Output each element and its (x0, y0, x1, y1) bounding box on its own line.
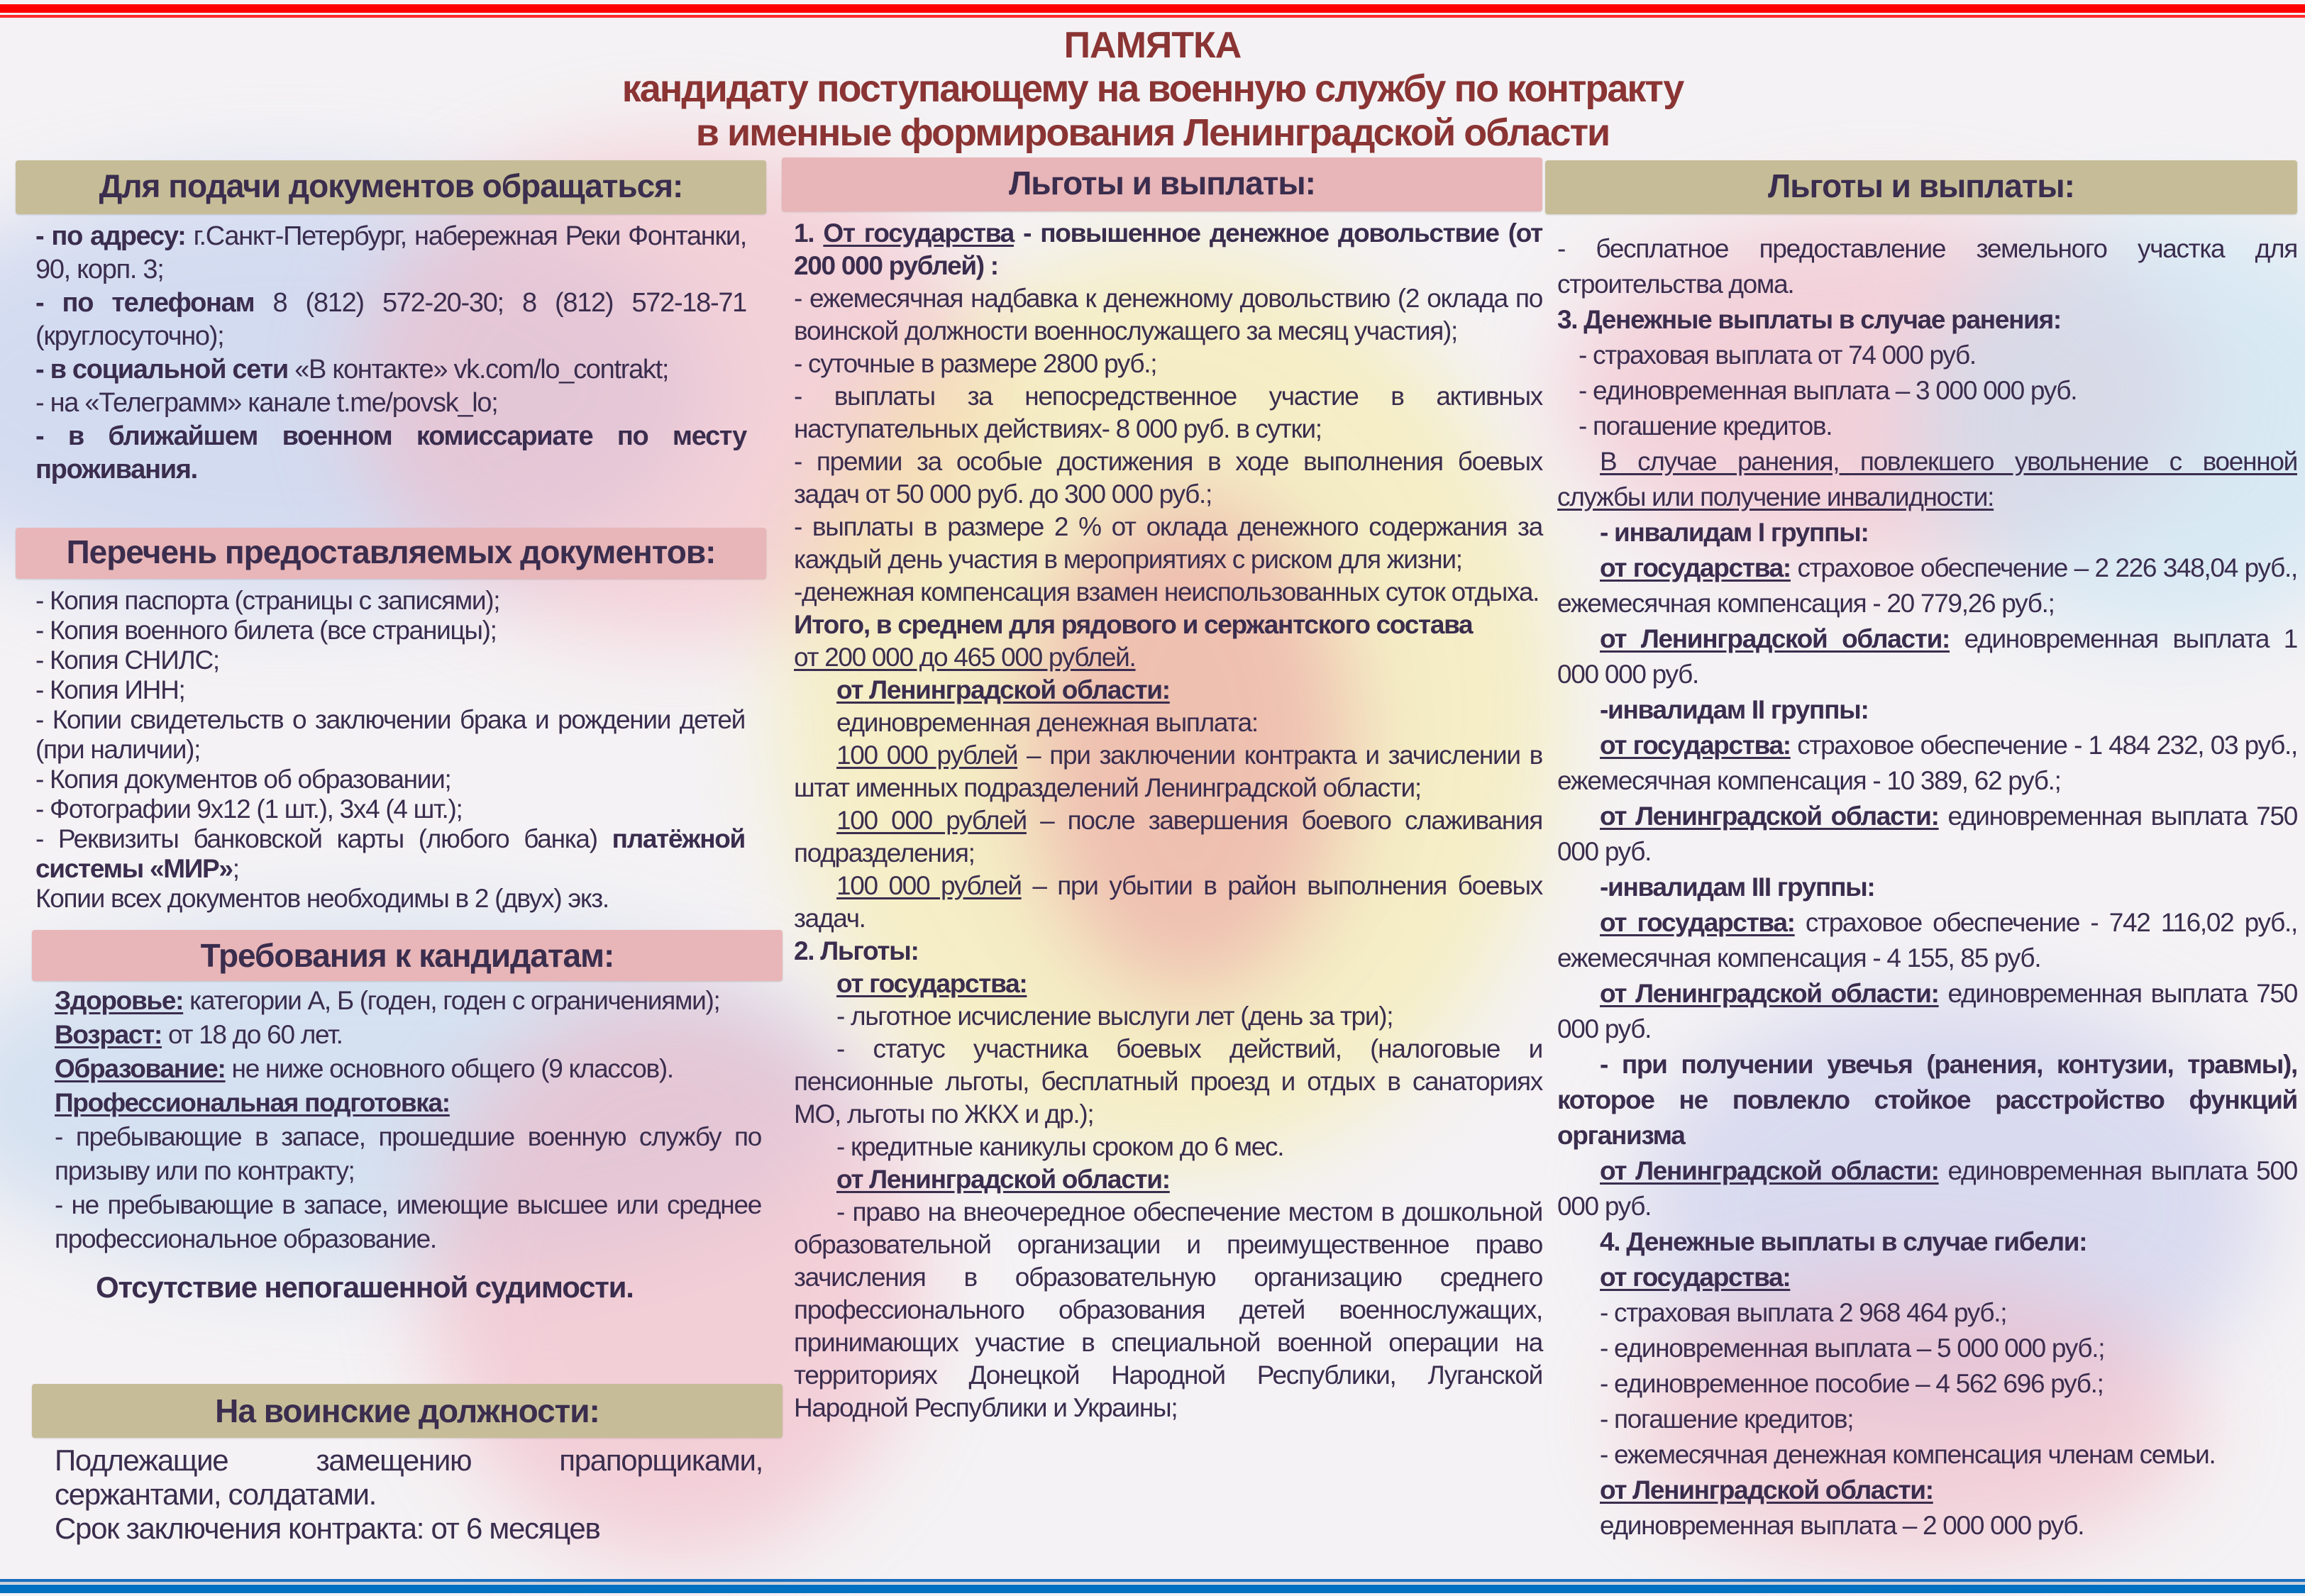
minor-injury-lo: от Ленинградской области: единовременная выплата 500 000 руб. (1557, 1156, 2298, 1221)
injury-payments-title: 3. Денежные выплаты в случае ранения: (1557, 305, 2061, 334)
top-red-stripe (0, 4, 2305, 13)
allowance-item: - ежемесячная надбавка к денежному довольствию (2 оклада по воинской должности военнослужащего за месяц участия); (794, 284, 1542, 345)
lo-intro: единовременная денежная выплата: (836, 708, 1258, 737)
privilege-item: - льготное исчисление выслуги лет (день за три); (836, 1002, 1393, 1031)
social-line: - в социальной сети «В контакте» vk.com/lo_contrakt; (35, 355, 669, 384)
death-lo-text: единовременная выплата – 2 000 000 руб. (1600, 1511, 2084, 1540)
title-line-2: кандидату поступающему на военную службу по контракту (621, 67, 1684, 110)
lo-label: от Ленинградской области: (836, 675, 1170, 704)
minor-injury-title: - при получении увечья (ранения, контузии, травмы), которое не повлекло стойкое расстройство функций организма (1557, 1050, 2297, 1150)
privileges-state-label: от государства: (836, 969, 1027, 998)
disability-group-title: -инвалидам II группы: (1600, 695, 1869, 724)
disability-group-title: -инвалидам III группы: (1600, 872, 1875, 902)
page-title (0, 24, 2305, 155)
address-line: - по адресу: г.Санкт-Петербург, набережная Реки Фонтанки, 90, корп. 3; (35, 221, 746, 284)
allowance-item: - премии за особые достижения в ходе выполнения боевых задач от 50 000 руб. до 300 000 руб.; (794, 447, 1542, 509)
privileges-lo-label: от Ленинградской области: (836, 1165, 1170, 1194)
commissariat-line: - в ближайшем военном комиссариате по месту проживания. (35, 421, 746, 484)
contacts-section (16, 160, 766, 487)
title-line-1: ПАМЯТКА (1063, 25, 1242, 66)
doc-item: - Копия военного билета (все страницы); (35, 616, 497, 645)
top-red-stripe-thin (0, 15, 2305, 18)
state-allowance-title: 1. От государства - повышенное денежное довольствие (от 200 000 рублей) : (794, 218, 1542, 280)
death-payment-item: - страховая выплата 2 968 464 руб.; (1600, 1298, 2007, 1327)
contract-term: Срок заключения контракта: от 6 месяцев (55, 1512, 600, 1545)
benefits-middle-section (782, 157, 1542, 1424)
total-line: Итого, в среднем для рядового и сержантского состава (794, 610, 1473, 639)
allowance-item: - суточные в размере 2800 руб.; (794, 349, 1157, 378)
benefits-middle-header: Льготы и выплаты: (782, 157, 1542, 211)
doc-item: - Копия СНИЛС; (35, 645, 219, 675)
age-line: Возраст: от 18 до 60 лет. (55, 1020, 343, 1049)
privilege-item: - статус участника боевых действий, (налоговые и пенсионные льготы, бесплатный проезд и отдых в санаториях МО, льготы по ЖКХ и др.); (794, 1034, 1542, 1129)
injury-payment-item: - единовременная выплата – 3 000 000 руб. (1579, 376, 2077, 405)
total-range: от 200 000 до 465 000 рублей. (794, 643, 1136, 672)
disability-group-lo: от Ленинградской области: единовременная выплата 750 000 руб. (1557, 979, 2298, 1043)
title-line-3: в именные формирования Ленинградской области (695, 111, 1610, 154)
disability-group-state: от государства: страховое обеспечение - 742 116,02 руб., ежемесячная компенсация - 4 155, 85 руб. (1557, 908, 2297, 972)
training-item: - не пребывающие в запасе, имеющие высшее или среднее профессиональное образование. (55, 1190, 761, 1253)
bottom-gray-stripe (0, 1582, 2305, 1584)
death-state-label: от государства: (1600, 1263, 1791, 1292)
death-payment-item: - единовременное пособие – 4 562 696 руб.; (1600, 1369, 2104, 1398)
education-line: Образование: не ниже основного общего (9 классов). (55, 1054, 673, 1083)
allowance-item: -денежная компенсация взамен неиспользованных суток отдыха. (794, 577, 1540, 606)
privilege-item: - кредитные каникулы сроком до 6 мес. (836, 1132, 1284, 1161)
death-payment-item: - погашение кредитов; (1600, 1404, 1854, 1434)
benefits-right-section (1545, 160, 2297, 1544)
disability-group-state: от государства: страховое обеспечение – 2 226 348,04 руб., ежемесячная компенсация - 20 779,26 руб.; (1557, 553, 2297, 618)
telegram-line[interactable]: - на «Телеграмм» канале t.me/povsk_lo; (35, 388, 498, 418)
doc-item: - Копия паспорта (страницы с записями); (35, 586, 500, 615)
requirements-section (32, 930, 783, 1304)
allowance-item: - выплаты за непосредственное участие в активных наступательных действиях- 8 000 руб. в сутки; (794, 382, 1542, 443)
disability-group-lo: от Ленинградской области: единовременная выплата 1 000 000 руб. (1557, 624, 2297, 689)
vk-link[interactable]: «В контакте» vk.com/lo_contrakt; (287, 355, 669, 384)
lo-payment: 100 000 рублей – при убытии в район выполнения боевых задач. (794, 871, 1542, 933)
benefits-right-header: Льготы и выплаты: (1545, 160, 2297, 214)
positions-header: На воинские должности: (32, 1384, 783, 1438)
doc-item-bank: - Реквизиты банковской карты (любого банка) платёжной системы «МИР»; (35, 824, 745, 883)
training-label: Профессиональная подготовка: (55, 1088, 450, 1117)
health-line: Здоровье: категории А, Б (годен, годен с ограничениями); (55, 986, 720, 1015)
contacts-header: Для подачи документов обращаться: (16, 160, 766, 214)
copies-note: Копии всех документов необходимы в 2 (двух) экз. (35, 884, 609, 913)
disability-group-state: от государства: страховое обеспечение - 1 484 232, 03 руб., ежемесячная компенсация - 10 389, 62 руб.; (1557, 731, 2297, 795)
injury-payment-item: - страховая выплата от 74 000 руб. (1579, 340, 1976, 370)
doc-item: - Копия документов об образовании; (35, 765, 451, 794)
death-payment-item: - единовременная выплата – 5 000 000 руб.; (1600, 1334, 2105, 1363)
death-payment-item: - ежемесячная денежная компенсация членам семьи. (1600, 1440, 2216, 1469)
lo-payment: 100 000 рублей – после завершения боевого слаживания подразделения; (794, 806, 1542, 868)
disability-intro: В случае ранения, повлекшего увольнение с военной службы или получение инвалидности: (1557, 447, 2297, 511)
doc-item: - Копия ИНН; (35, 675, 185, 704)
requirements-header: Требования к кандидатам: (32, 930, 783, 981)
positions-section (32, 1384, 783, 1546)
death-lo-label: от Ленинградской области: (1600, 1475, 1933, 1504)
allowance-item: - выплаты в размере 2 % от оклада денежного содержания за каждый день участия в мероприятиях с риском для жизни; (794, 512, 1542, 574)
lo-payment: 100 000 рублей – при заключении контракта и зачислении в штат именных подразделений Ленинградской области; (794, 741, 1542, 802)
land-item: - бесплатное предоставление земельного участка для строительства дома. (1557, 234, 2297, 299)
privilege-lo-item: - право на внеочередное обеспечение местом в дошкольной образовательной организации и преимущественное право зачисления в образовательную организацию среднего профессионального образования детей военнослужащих, принимающих участие в специальной военной операции на территориях Донецкой Народной Республики, Луганской Народной Республики и Украины; (794, 1197, 1542, 1422)
no-criminal-record: Отсутствие непогашенной судимости. (96, 1270, 634, 1304)
injury-payment-item: - погашение кредитов. (1579, 411, 1833, 440)
phone-line: - по телефонам 8 (812) 572-20-30; 8 (812) 572-18-71 (круглосуточно); (35, 288, 746, 351)
privileges-title: 2. Льготы: (794, 936, 919, 965)
death-payments-title: 4. Денежные выплаты в случае гибели: (1600, 1227, 2087, 1256)
disability-group-lo: от Ленинградской области: единовременная выплата 750 000 руб. (1557, 802, 2298, 866)
disability-group-title: - инвалидам I группы: (1600, 518, 1869, 547)
doc-item: - Копии свидетельств о заключении брака и рождении детей (при наличии); (35, 705, 745, 764)
doc-item: - Фотографии 9х12 (1 шт.), 3х4 (4 шт.); (35, 794, 463, 824)
bottom-blue-stripe (0, 1585, 2305, 1593)
training-item: - пребывающие в запасе, прошедшие военную службу по призыву или по контракту; (55, 1122, 761, 1185)
documents-header: Перечень предоставляемых документов: (16, 528, 766, 579)
positions-text: Подлежащие замещению прапорщиками, сержантами, солдатами. (55, 1443, 763, 1511)
documents-section (16, 528, 766, 914)
